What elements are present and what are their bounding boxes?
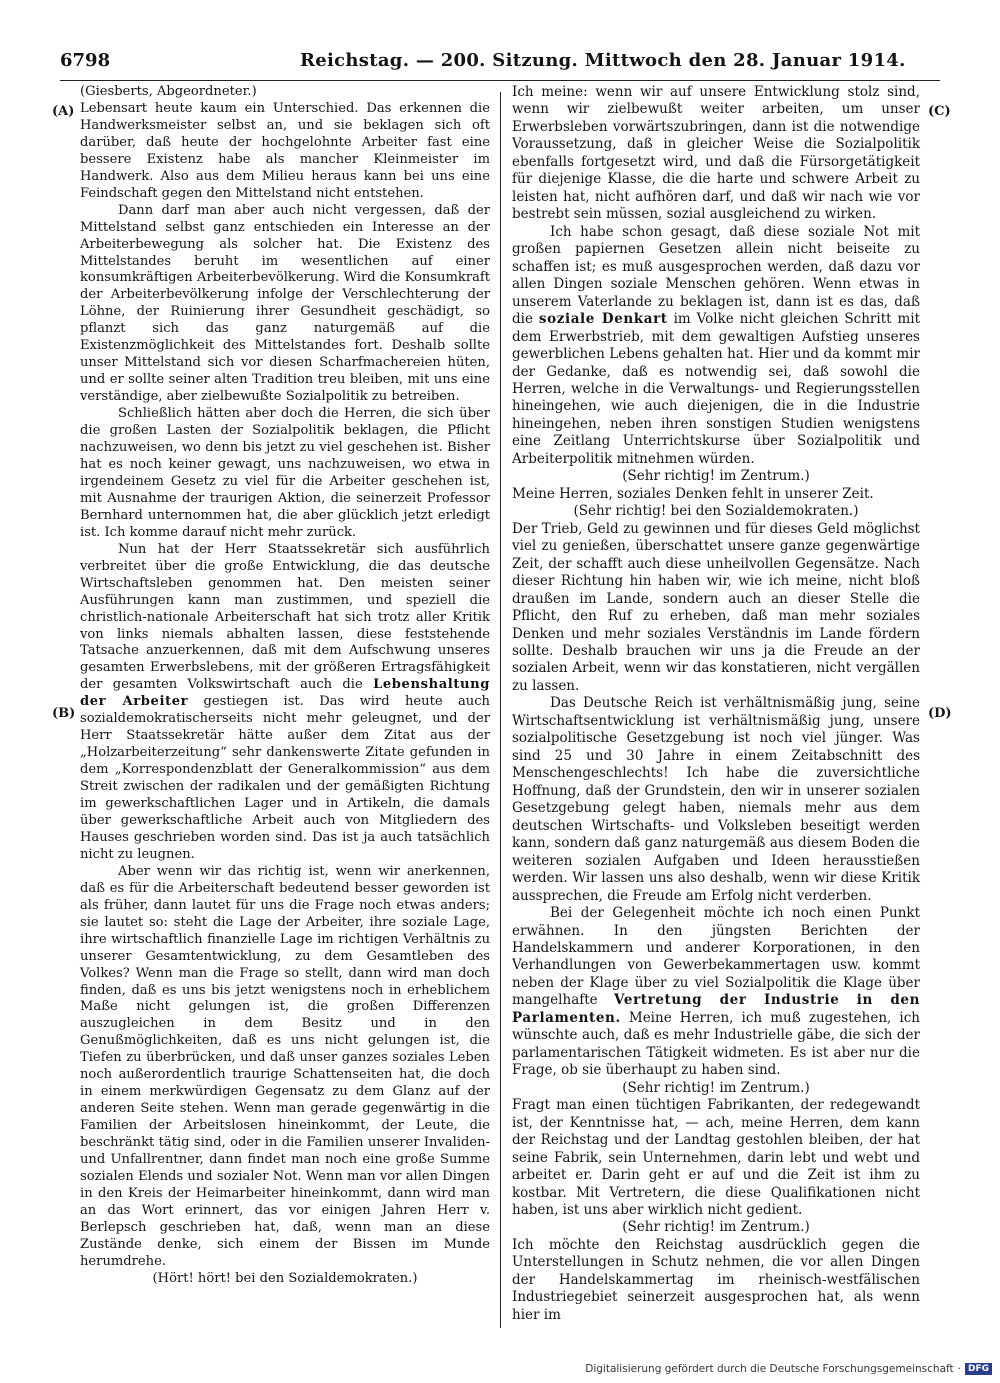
margin-marker-b: (B): [52, 706, 76, 721]
emphasized-term: Lebenshaltung der Arbeiter: [80, 677, 490, 710]
text-run: im Volke nicht gleichen Schritt mit dem Erwerbstrieb, mit dem gewaltigen Aufstieg unseres gewerblichen Lebens gehalten hat. Hier und da kommt mir der Gedanke, daß es notwendig sei, daß sowohl die Herren, welche in die Verwaltungs- und Regierungsstellen hineingehen, wie auch diejenigen, die in die Industrie hineingehen, neben ihren sonstigen Studien wenigstens eine Zeitlang Unterrichtskurse über Sozialpolitik und Arbeiterpolitik mitnehmen würden.: [512, 311, 921, 467]
text-run: gestiegen ist. Das wird heute auch sozialdemokratischerseits nicht mehr geleugnet, und der Herr Staatssekretär hätte außer dem Zitat aus der „Holzarbeiterzeitung“ sehr dankenswerte Zitate gefunden in dem „Korrespondenzblatt der Generalkommission“ aus dem Streit zwischen der radikalen und der gemäßigten Richtung im gewerkschaftlichen Lager und in Artikeln, die damals über gewerkschaftliche Arbeit auch von Mitgliedern des Hauses geschrieben worden sind. Das ist ja auch tatsächlich nicht zu leugnen.: [80, 694, 490, 862]
paragraph: [512, 224, 920, 469]
paragraph: Ich meine: wenn wir auf unsere Entwicklung stolz sind, wenn wir zielbewußt weiter arbeiten, um unser Erwerbsleben vorwärtszubringen, dann ist die notwendige Voraussetzung, daß in gleicher Weise die Sozialpolitik ebenfalls fortgesetzt wird, und daß die Fürsorgetätigkeit für diejenige Klasse, die die harte und schwere Arbeit zu leisten hat, nicht aufhören darf, und daß wir nach wie vor bestrebt sein müssen, sozial ausgleichend zu wirken.: [512, 84, 920, 223]
running-title: Reichstag. — 200. Sitzung. Mittwoch den 28. Januar 1914.: [300, 50, 906, 71]
paragraph: Aber wenn wir das richtig ist, wenn wir anerkennen, daß es für die Arbeiterschaft bedeutend besser geworden ist als früher, dann lautet für uns die Frage noch etwas anders; sie lautet so: steht die Lage der Arbeiter, ihre soziale Lage, ihre wirtschaftlich finanzielle Lage im richtigen Verhältnis zu unserer Gesamtentwicklung, zu dem Gesamtleben des Volkes? Wenn man die Frage so stellt, dann wird man doch finden, daß es uns bis jetzt wenigstens noch in erheblichem Maße nicht gelungen ist, die großen Differenzen auszugleichen in dem Besitz und in den Genußmöglichkeiten, daß es uns nicht gelungen ist, die Tiefen zu überbrücken, und daß unser ganzes soziales Leben noch außerordentlich traurige Schattenseiten hat, die doch in einem merkwürdigen Gegensatz zu dem Glanz auf der anderen Seite stehen. Wenn man gerade gegenwärtig in die Familien der Arbeitslosen hineinkommt, der Leute, die beschränkt tätig sind, oder in die Familien unserer Invaliden- und Unfallrentner, dann findet man noch eine große Summe sozialen Elends und sozialer Not. Wenn man vor allen Dingen in den Kreis der Heimarbeiter hineinkommt, dann wird man an das Wort erinnert, das vor einigen Jahren Herr v. Berlepsch geschrieben hat, daß, wenn man an diese Zustände denke, sich einem der Bissen im Munde herumdrehe.: [80, 863, 490, 1269]
right-column: [512, 84, 920, 1324]
paragraph: Schließlich hätten aber doch die Herren, die sich über die großen Lasten der Sozialpolitik beklagen, die Pflicht nachzuweisen, wo denn bis jetzt zu viel geschehen ist. Bisher hat es noch keiner gewagt, uns nachzuweisen, wo etwa in irgendeinem Gesetz zu viel für die Arbeiter geschehen ist, mit Ausnahme der traurigen Aktion, die seinerzeit Professor Bernhard unternommen hat, die aber glücklich jetzt erledigt ist. Ich komme darauf nicht mehr zurück.: [80, 406, 490, 540]
paragraph: Ich möchte den Reichstag ausdrücklich gegen die Unterstellungen in Schutz nehmen, die vor allen Dingen der Handelskammertag im rheinisch-westfälischen Industriegebiet seinerzeit ausgesprochen hat, als wenn hier im: [512, 1236, 920, 1323]
emphasized-term: Vertretung der Industrie in den Parlamenten.: [512, 992, 920, 1026]
digitization-footer: [585, 1363, 992, 1375]
margin-marker-d: (D): [928, 706, 952, 721]
page-number: 6798: [60, 50, 111, 71]
paragraph: [512, 905, 920, 1080]
paragraph: Meine Herren, soziales Denken fehlt in unserer Zeit.: [512, 485, 874, 502]
margin-marker-a: (A): [52, 104, 75, 119]
interjection: (Sehr richtig! bei den Sozialdemokraten.): [573, 503, 859, 520]
paragraph: [80, 542, 490, 864]
margin-marker-c: (C): [928, 104, 951, 119]
paragraph: Der Trieb, Geld zu gewinnen und für dieses Geld möglichst viel zu genießen, überschattet unsere ganze gegenwärtige Zeit, der schafft auch diese unheilvollen Gegensätze. Nach dieser Richtung hin haben wir, wie ich meine, nicht bloß draußen im Lande, sondern auch an dieser Stelle die Pflicht, den Ruf zu erheben, daß man mehr soziales Denken und mehr soziales Verständnis im Lande fördern sollte. Deshalb brauchen wir uns ja die Freude an der sozialen Arbeit, wenn wir das konstatieren, nicht vergällen zu lassen.: [512, 520, 920, 694]
left-column: [80, 84, 490, 1288]
interjection: (Sehr richtig! im Zentrum.): [622, 468, 810, 485]
footer-text: Digitalisierung gefördert durch die Deutsche Forschungsgemeinschaft: [585, 1363, 954, 1375]
paragraph: Fragt man einen tüchtigen Fabrikanten, der redegewandt ist, der Kenntnisse hat, — ach, meine Herren, dem kann der Reichstag und der Landtag gestohlen bleiben, der hat seine Fabrik, sein Unternehmen, darin lebt und webt und arbeitet er. Darin geht er auf und die Zeit ist ihm zu kostbar. Mit Vertretern, die diese Qualifikationen nicht haben, ist uns aber wirklich nicht gedient.: [512, 1097, 920, 1218]
column-divider: [500, 92, 501, 1328]
interjection: (Sehr richtig! im Zentrum.): [622, 1079, 810, 1096]
separator: ·: [957, 1363, 961, 1375]
paragraph: Lebensart heute kaum ein Unterschied. Das erkennen die Handwerksmeister selbst an, und sie beklagen sich oft darüber, daß heute der hochgelohnte Arbeiter fast eine bessere Existenz habe als mancher Kleinmeister im Handwerk. Also aus dem Milieu heraus kann bei uns eine Feindschaft gegen den Mittelstand nicht entstehen.: [80, 100, 490, 201]
speaker-label: (Giesberts, Abgeordneter.): [80, 84, 257, 99]
text-run: Meine Herren, ich muß zugestehen, ich wünschte auch, daß es mehr Industrielle gäbe, die sich der parlamentarischen Tätigkeit widmeten. Es ist aber nur die Frage, ob sie überhaupt zu haben sind.: [512, 1009, 920, 1079]
text-run: Nun hat der Herr Staatssekretär sich ausführlich verbreitet über die große Entwicklung, die das deutsche Wirtschaftsleben genommen hat. Den meisten seiner Ausführungen kann man zustimmen, und speziell die christlich-nationale Arbeiterschaft hat sich trotz aller Kritik von links niemals abhalten lassen, diese feststehende Tatsache anzuerkennen, daß mit dem Aufschwung unseres gesamten Erwerbslebens, mit der größeren Ertragsfähigkeit der gesamten Volkswirtschaft auch die: [80, 541, 490, 693]
text-run: Ich habe schon gesagt, daß diese soziale Not mit großen papiernen Gesetzen allein nicht beiseite zu schaffen ist; es muß ausgesprochen werden, daß dazu vor allen Dingen soziale Menschen gehören. Wenn etwas in unserem Vaterlande zu beklagen ist, dann ist es das, daß die: [512, 223, 920, 328]
paragraph: Dann darf man aber auch nicht vergessen, daß der Mittelstand selbst ganz entschieden ein Interesse an der Arbeiterbewegung als solcher hat. Die Existenz des Mittelstandes beruht im wesentlichen auf einer konsumkräftigen Arbeiterbevölkerung. Wird die Konsumkraft der Arbeiterbevölkerung infolge der Verschlechterung der Löhne, der Ruinierung ihrer Gesundheit geschädigt, so pflanzt sich das ganz naturgemäß auf die Existenzmöglichkeit des Mittelstandes fort. Deshalb sollte unser Mittelstand sich vor diesen Scharfmachereien hüten, und er sollte seiner alten Tradition treu bleiben, mit uns eine verständige, aber zielbewußte Sozialpolitik zu betreiben.: [80, 202, 490, 405]
text-run: Bei der Gelegenheit möchte ich noch einen Punkt erwähnen. In den jüngsten Berichten der Handelskammern und anderer Korporationen, in den Verhandlungen von Gewerbekammertagen usw. kommt neben der Klage über zu viel Sozialpolitik die Klage über mangelhafte: [512, 905, 920, 1009]
interjection: (Hört! hört! bei den Sozialdemokraten.): [152, 1270, 418, 1286]
paragraph: Das Deutsche Reich ist verhältnismäßig jung, seine Wirtschaftsentwicklung ist verhältnismäßig jung, unsere sozialpolitische Gesetzgebung ist noch viel jünger. Was sind 25 und 30 Jahre in einem Zeitabschnitt des Menschengeschlechts! Ich habe die zuversichtliche Hoffnung, daß der Grundstein, den wir in unserer sozialen Gesetzgebung gelegt haben, niemals mehr aus dem deutschen Wirtschafts- und Volksleben beseitigt werden kann, sondern daß ganz naturgemäß aus diesem Boden die weiteren sozialen Aufgaben und Ideen herausstießen werden. Wir lassen uns also deshalb, wenn wir diese Kritik aussprechen, die Freude am Erfolg nicht verderben.: [512, 695, 920, 904]
page-header: [60, 44, 940, 81]
dfg-logo: DFG: [965, 1363, 992, 1375]
emphasized-term: soziale Denkart: [538, 311, 668, 328]
interjection: (Sehr richtig! im Zentrum.): [622, 1219, 810, 1236]
